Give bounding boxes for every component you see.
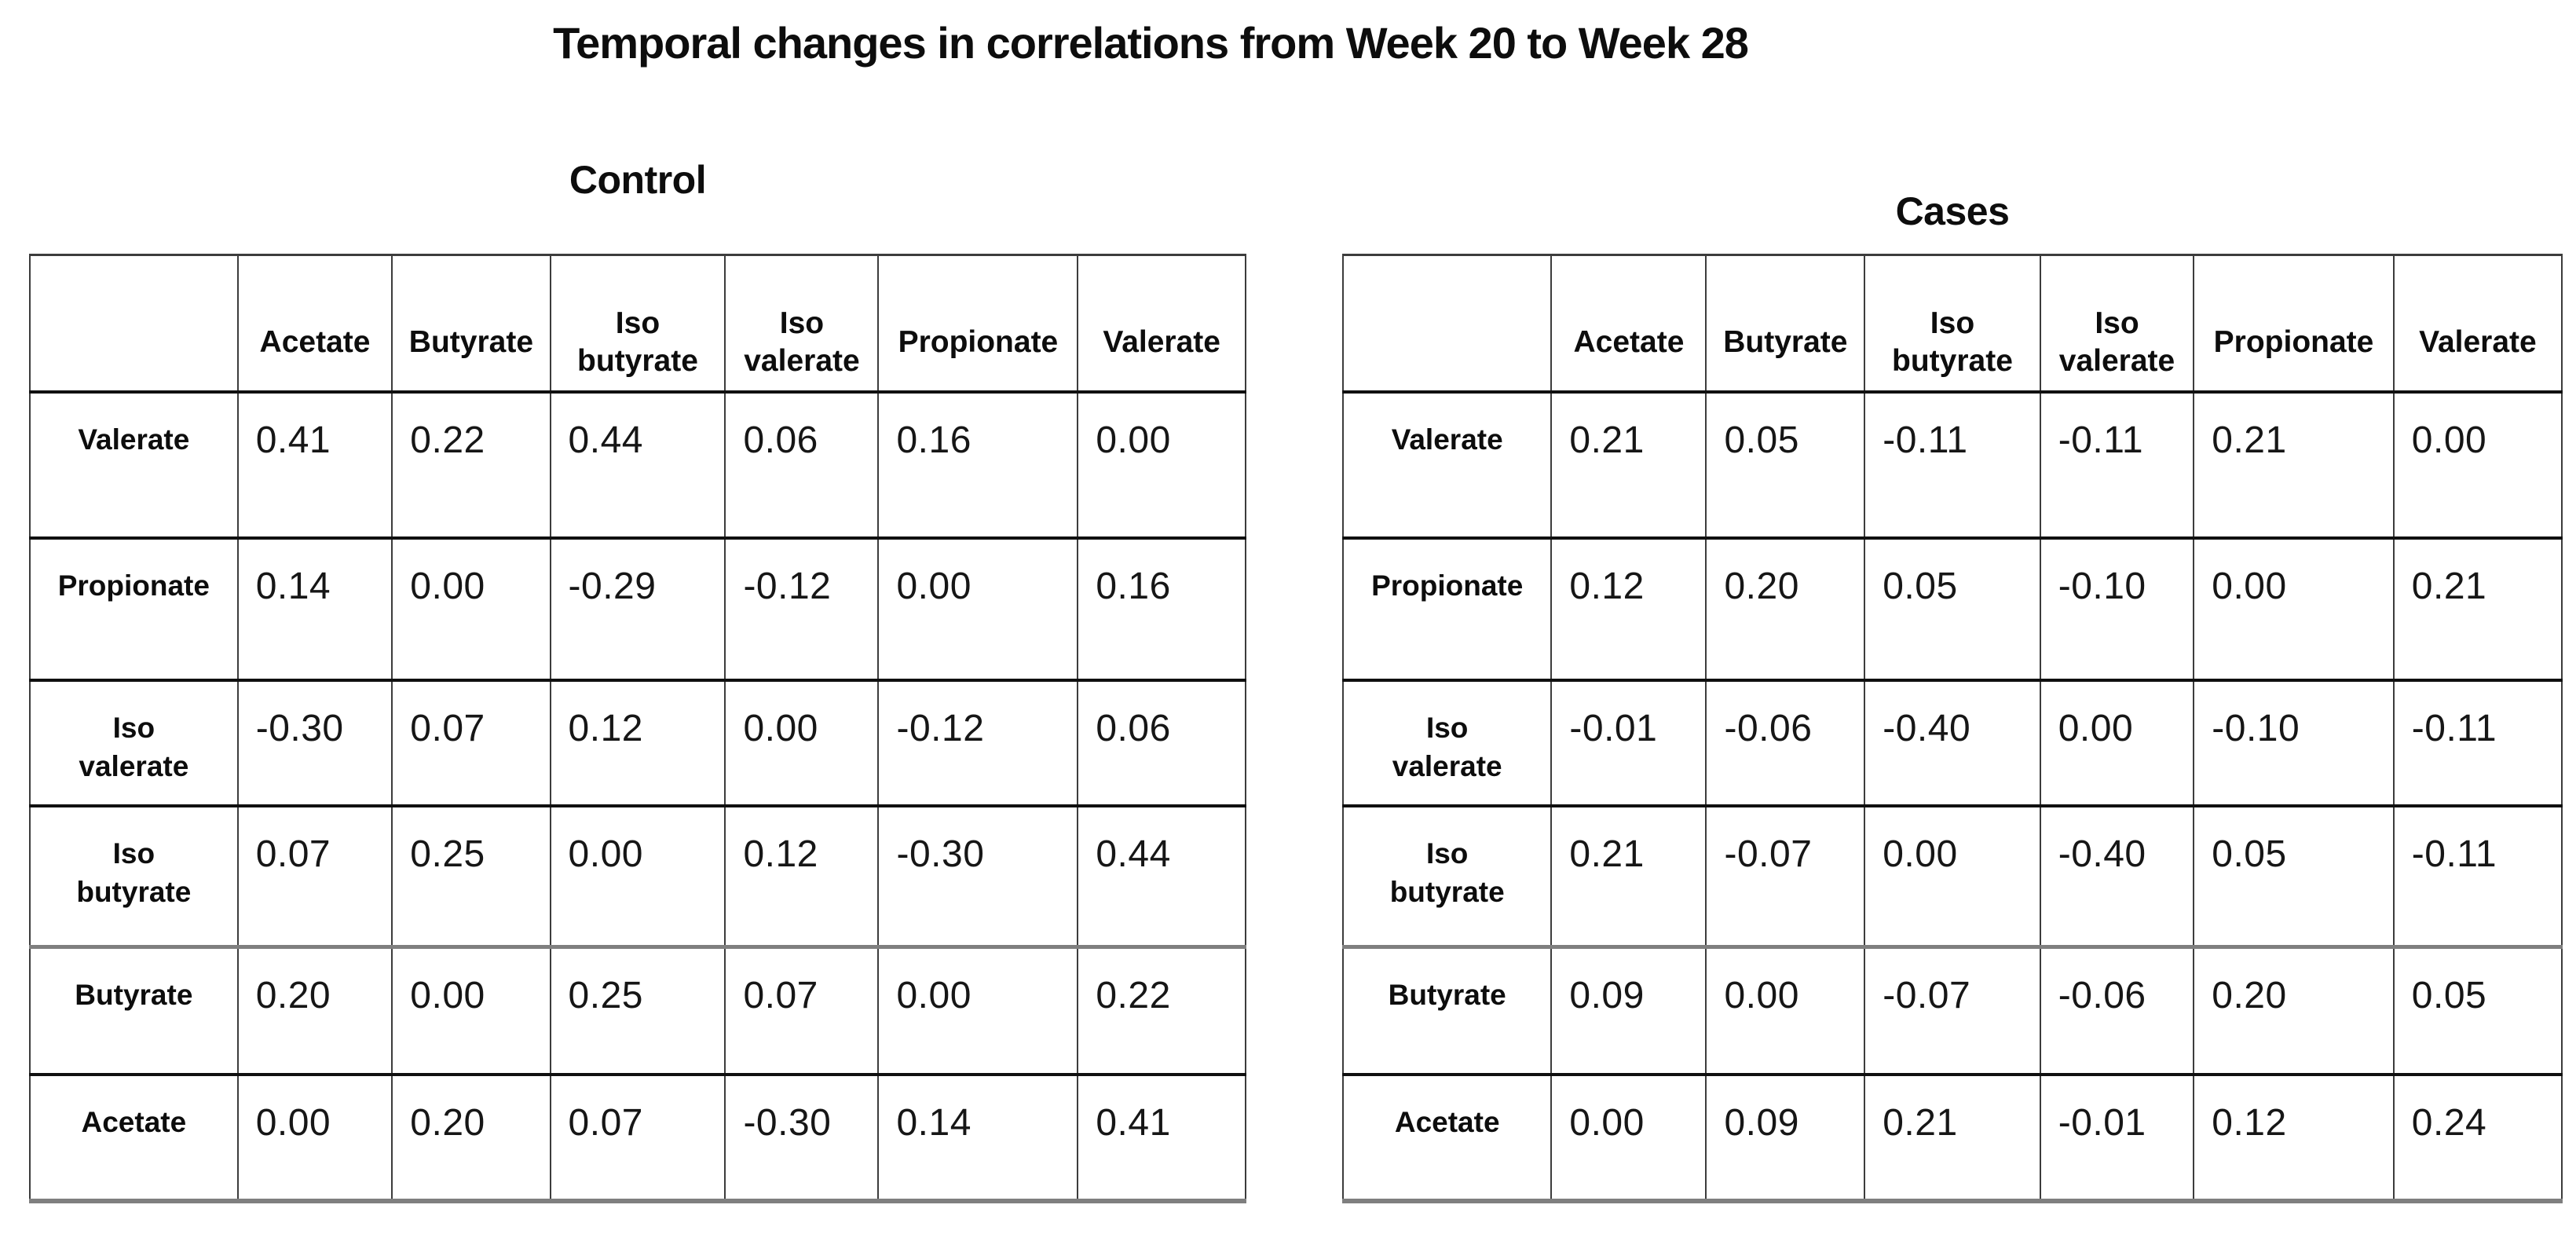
value-cell: 0.00 (1864, 806, 2040, 947)
value-cell: -0.07 (1864, 947, 2040, 1075)
value-cell: 0.22 (392, 392, 550, 538)
cases-correlation-table (1342, 254, 2563, 1203)
value-cell: 0.00 (878, 538, 1078, 680)
value-cell: 0.41 (1078, 1075, 1246, 1201)
value-cell: 0.21 (1551, 806, 1706, 947)
value-cell: 0.05 (1706, 392, 1864, 538)
value-cell: 0.07 (392, 680, 550, 806)
row-header: Iso valerate (1343, 680, 1551, 806)
row-header: Valerate (30, 392, 238, 538)
value-cell: -0.11 (2394, 806, 2562, 947)
control-correlation-table (29, 254, 1246, 1203)
value-cell: 0.44 (1078, 806, 1246, 947)
value-cell: 0.41 (238, 392, 393, 538)
value-cell: -0.30 (725, 1075, 878, 1201)
value-cell: 0.05 (1864, 538, 2040, 680)
table-row (30, 1075, 1246, 1201)
column-header: Butyrate (392, 255, 550, 392)
row-header: Valerate (1343, 392, 1551, 538)
row-header: Iso butyrate (30, 806, 238, 947)
value-cell: -0.10 (2040, 538, 2194, 680)
value-cell: -0.29 (551, 538, 726, 680)
corner-cell (30, 255, 238, 392)
value-cell: 0.20 (238, 947, 393, 1075)
value-cell: -0.40 (1864, 680, 2040, 806)
value-cell: -0.12 (725, 538, 878, 680)
column-header: Valerate (2394, 255, 2562, 392)
value-cell: 0.21 (1551, 392, 1706, 538)
value-cell: 0.00 (1706, 947, 1864, 1075)
table-row (1343, 947, 2562, 1075)
value-cell: 0.21 (2194, 392, 2394, 538)
row-header: Acetate (30, 1075, 238, 1201)
value-cell: 0.12 (725, 806, 878, 947)
value-cell: 0.12 (2194, 1075, 2394, 1201)
value-cell: 0.20 (2194, 947, 2394, 1075)
value-cell: 0.00 (2040, 680, 2194, 806)
control-table-title: Control (569, 158, 707, 202)
table-row (1343, 806, 2562, 947)
row-header: Butyrate (30, 947, 238, 1075)
value-cell: 0.20 (1706, 538, 1864, 680)
table-row (30, 680, 1246, 806)
value-cell: 0.24 (2394, 1075, 2562, 1201)
column-header: Propionate (2194, 255, 2394, 392)
column-header: Valerate (1078, 255, 1246, 392)
cases-table-title: Cases (1895, 189, 2010, 233)
table-row (30, 806, 1246, 947)
value-cell: -0.06 (1706, 680, 1864, 806)
table-row (30, 947, 1246, 1075)
column-header: Propionate (878, 255, 1078, 392)
value-cell: 0.00 (238, 1075, 393, 1201)
value-cell: -0.01 (2040, 1075, 2194, 1201)
value-cell: -0.11 (1864, 392, 2040, 538)
value-cell: 0.05 (2394, 947, 2562, 1075)
value-cell: 0.12 (1551, 538, 1706, 680)
value-cell: 0.05 (2194, 806, 2394, 947)
value-cell: 0.00 (2394, 392, 2562, 538)
table-row (30, 538, 1246, 680)
row-header: Acetate (1343, 1075, 1551, 1201)
value-cell: -0.40 (2040, 806, 2194, 947)
value-cell: 0.22 (1078, 947, 1246, 1075)
table-row (1343, 1075, 2562, 1201)
value-cell: 0.21 (1864, 1075, 2040, 1201)
value-cell: 0.25 (392, 806, 550, 947)
value-cell: 0.14 (878, 1075, 1078, 1201)
value-cell: -0.01 (1551, 680, 1706, 806)
value-cell: 0.25 (551, 947, 726, 1075)
value-cell: 0.00 (2194, 538, 2394, 680)
value-cell: -0.30 (238, 680, 393, 806)
table-row (1343, 538, 2562, 680)
value-cell: 0.00 (392, 947, 550, 1075)
value-cell: -0.10 (2194, 680, 2394, 806)
value-cell: 0.44 (551, 392, 726, 538)
value-cell: 0.00 (1551, 1075, 1706, 1201)
value-cell: 0.06 (1078, 680, 1246, 806)
table-row (1343, 392, 2562, 538)
row-header: Propionate (1343, 538, 1551, 680)
value-cell: 0.09 (1706, 1075, 1864, 1201)
column-header: Butyrate (1706, 255, 1864, 392)
column-header: Iso butyrate (551, 255, 726, 392)
column-header: Acetate (238, 255, 393, 392)
value-cell: 0.07 (551, 1075, 726, 1201)
value-cell: 0.00 (551, 806, 726, 947)
value-cell: 0.07 (238, 806, 393, 947)
value-cell: 0.06 (725, 392, 878, 538)
value-cell: -0.30 (878, 806, 1078, 947)
column-header: Iso valerate (725, 255, 878, 392)
value-cell: 0.09 (1551, 947, 1706, 1075)
row-header: Iso valerate (30, 680, 238, 806)
column-header: Acetate (1551, 255, 1706, 392)
value-cell: 0.00 (725, 680, 878, 806)
figure-title: Temporal changes in correlations from Week 20 to Week 28 (553, 18, 1748, 68)
value-cell: 0.07 (725, 947, 878, 1075)
value-cell: 0.16 (1078, 538, 1246, 680)
table-row (30, 392, 1246, 538)
value-cell: 0.21 (2394, 538, 2562, 680)
header-row (1343, 255, 2562, 392)
row-header: Iso butyrate (1343, 806, 1551, 947)
value-cell: 0.16 (878, 392, 1078, 538)
row-header: Propionate (30, 538, 238, 680)
value-cell: 0.12 (551, 680, 726, 806)
value-cell: -0.11 (2040, 392, 2194, 538)
value-cell: -0.07 (1706, 806, 1864, 947)
row-header: Butyrate (1343, 947, 1551, 1075)
value-cell: 0.00 (392, 538, 550, 680)
value-cell: -0.12 (878, 680, 1078, 806)
column-header: Iso valerate (2040, 255, 2194, 392)
table-row (1343, 680, 2562, 806)
header-row (30, 255, 1246, 392)
value-cell: -0.06 (2040, 947, 2194, 1075)
corner-cell (1343, 255, 1551, 392)
value-cell: 0.14 (238, 538, 393, 680)
value-cell: 0.00 (878, 947, 1078, 1075)
value-cell: 0.00 (1078, 392, 1246, 538)
value-cell: -0.11 (2394, 680, 2562, 806)
column-header: Iso butyrate (1864, 255, 2040, 392)
value-cell: 0.20 (392, 1075, 550, 1201)
